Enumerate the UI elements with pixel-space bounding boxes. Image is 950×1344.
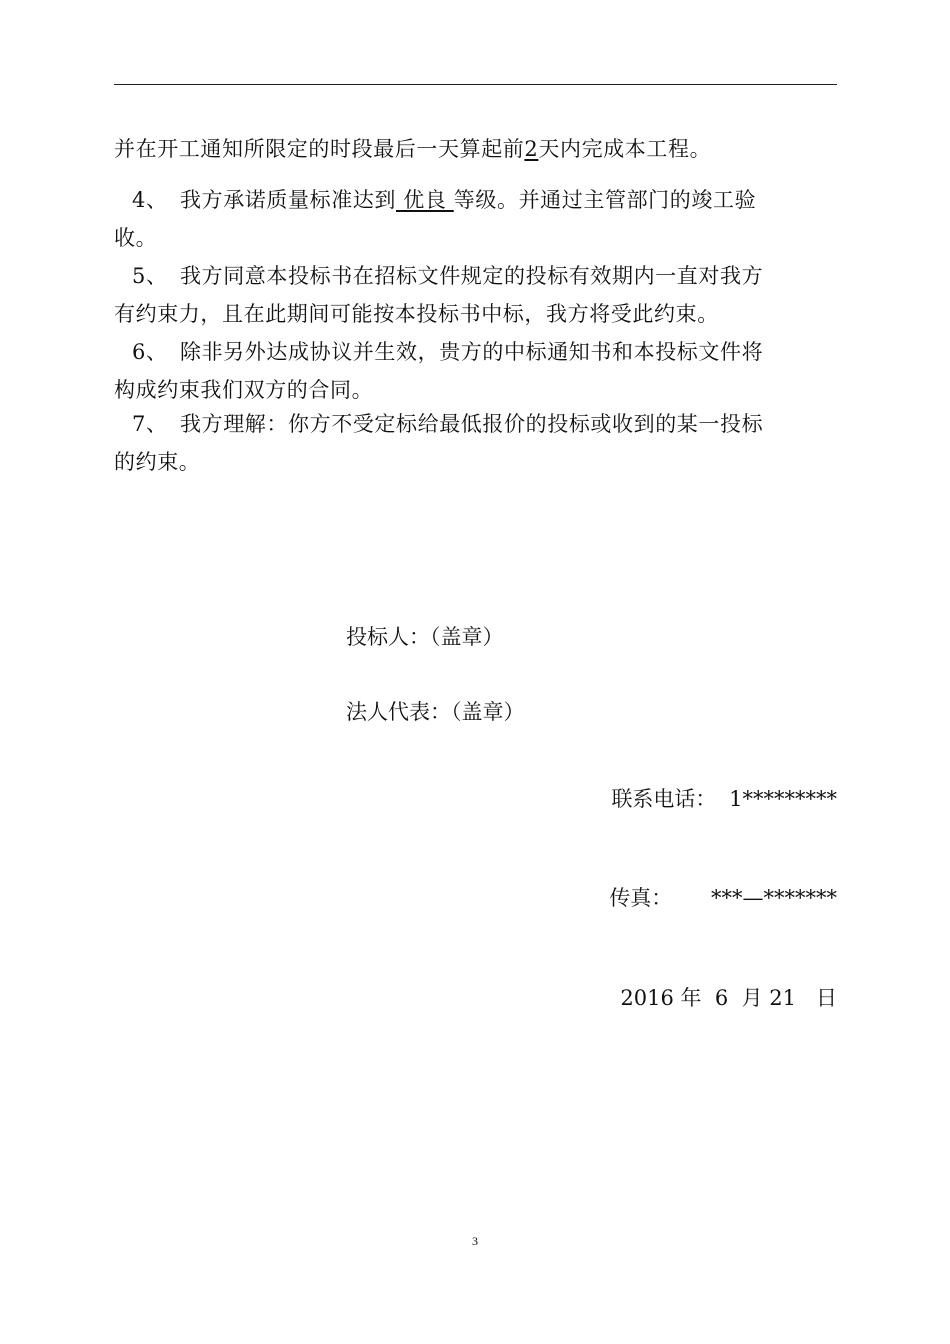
- page-number: 3: [472, 1234, 478, 1248]
- bidder-seal-label: 投标人：（盖章）: [346, 625, 504, 649]
- signing-date: 2016 年 6 月 21 日: [620, 986, 837, 1010]
- line1-post: 天内完成本工程。: [538, 137, 712, 161]
- item-7-text: 我方理解：你方不受定标给最低报价的投标或收到的某一投标: [180, 412, 764, 436]
- phone-row: [611, 785, 837, 813]
- phone-label: 联系电话：: [611, 787, 717, 811]
- line1-pre: 并在开工通知所限定的时段最后一天算起前: [114, 137, 525, 161]
- item-6: [114, 338, 837, 366]
- fax-row: [609, 884, 837, 912]
- item-5-continued: 有约束力，且在此期间可能按本投标书中标，我方将受此约束。: [114, 302, 719, 326]
- item-6-number: 6、: [132, 340, 168, 364]
- item-4-post: 等级。并通过主管部门的竣工验: [453, 188, 757, 212]
- item-7-number: 7、: [132, 412, 168, 436]
- header-rule: [114, 84, 837, 85]
- item-5-text: 我方同意本投标书在招标文件规定的投标有效期内一直对我方: [180, 264, 764, 288]
- item-5: [114, 262, 837, 290]
- phone-value: 1*********: [729, 787, 837, 811]
- item-6-text: 除非另外达成协议并生效，贵方的中标通知书和本投标文件将: [180, 340, 764, 364]
- legal-rep-seal-label: 法人代表：（盖章）: [346, 700, 525, 724]
- paragraph-line-1: [114, 135, 837, 163]
- item-4-number: 4、: [132, 188, 168, 212]
- quality-grade: 优良: [396, 188, 454, 212]
- item-4-pre: 我方承诺质量标准达到: [180, 188, 396, 212]
- item-4: [114, 186, 837, 214]
- item-7-continued: 的约束。: [114, 450, 201, 474]
- item-4-continued: 收。: [114, 226, 158, 250]
- fax-label: 传真：: [609, 886, 673, 910]
- days-value: 2: [524, 137, 539, 161]
- item-5-number: 5、: [132, 264, 168, 288]
- item-6-continued: 构成约束我们双方的合同。: [114, 378, 374, 402]
- item-7: [114, 410, 837, 438]
- fax-value: ***—*******: [711, 886, 837, 910]
